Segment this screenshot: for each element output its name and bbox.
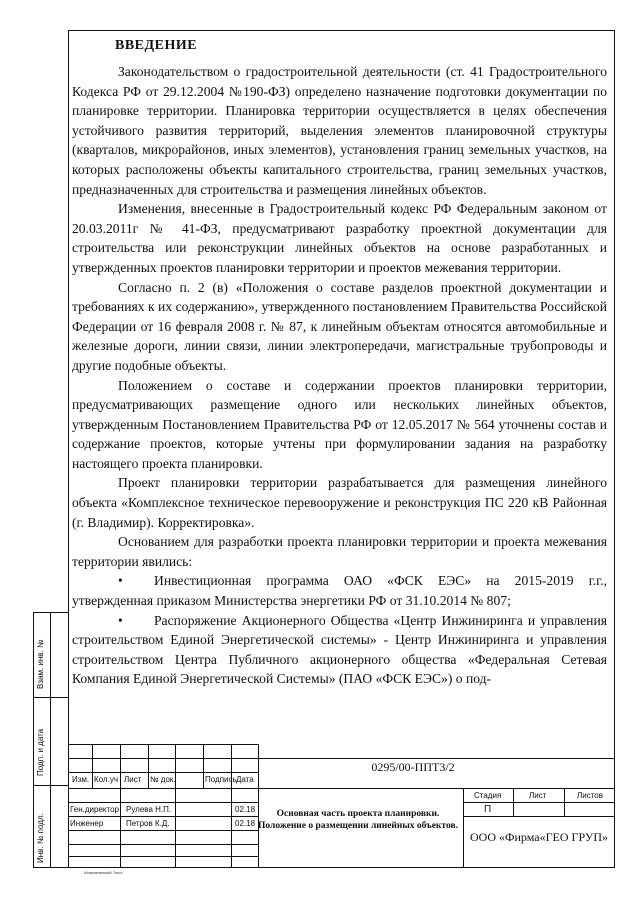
podp-data-label: Подп. и дата — [36, 728, 45, 776]
document-body — [72, 62, 607, 689]
title-block — [68, 744, 615, 868]
col-header: Изм. — [72, 775, 90, 784]
side-stamp-column — [33, 612, 69, 868]
bullet-text: Инвестиционная программа ОАО «ФСК ЕЭС» на 2015-2019 г.г., утвержденная приказом Министерства энергетики РФ от 31.10.2014 № 807; — [72, 573, 607, 609]
date-cell: 02.18 — [235, 805, 256, 814]
company-name: ООО «Фирма«ГЕО ГРУП» — [470, 830, 608, 844]
date-cell: 02.18 — [235, 819, 256, 828]
paragraph: Изменения, внесенные в Градостроительный кодекс РФ Федеральным законом от 20.03.2011г № 41-ФЗ, предусматривают разработку проектной документации для строительства или реконструкции линейных объектов на основе разработанных и утвержденных проектов планировки территории и проектов межевания территории. — [72, 201, 607, 275]
paragraph: Согласно п. 2 (в) «Положения о составе разделов проектной документации и требованиях к их содержанию», утвержденного постановлением Правительства Российской Федерации от 16 февраля 2008 г. № 87, к линейным объектам относятся автомобильные и железные дороги, линии связи, линии электропередачи, магистральные трубопроводы и другие подобные объекты. — [72, 279, 607, 373]
bullet-text: Распоряжение Акционерного Общества «Центр Инжиниринга и управления строительством Единой Энергетической системы» - Центр Инжиниринга и управления строительством Центра Публичного акционерного общества «Федеральная Сетевая Компания Единой Энергетической Системы» (ПАО «ФСК ЕЭС») о под- — [72, 612, 607, 687]
sheets-header: Листов — [577, 791, 603, 800]
inv-podl-label: Инв. № подл. — [36, 813, 45, 863]
paragraph: Законодательством о градостроительной деятельности (ст. 41 Градостроительного Кодекса РФ от 29.12.2004 №190-ФЗ) определено назначение подготовки документации по планировке территории. Планировка территории осуществляется в целях обеспечения устойчивого развития территорий, выделения элементов планировочной структуры (кварталов, микрорайонов, иных элементов), установления границ земельных участков, на которых расположены объекты капитального строительства, границ земельных участков, предназначенных для строительства и размещения линейных объектов. — [72, 64, 607, 197]
paragraph: Проект планировки территории разрабатывается для размещения линейного объекта «Комплексное техническое перевооружение и реконструкция ПС 220 кВ Районная (г. Владимир). Корректировка». — [72, 475, 607, 530]
bullet-item — [72, 611, 607, 689]
stage-value: П — [484, 804, 492, 815]
bullet-item — [72, 571, 607, 610]
stage-header: Стадия — [474, 791, 502, 800]
name-cell: Петров К.Д. — [126, 819, 170, 828]
col-header: Подпись — [205, 775, 237, 784]
document-code: 0295/00-ППТ3/2 — [371, 760, 455, 774]
col-header: Лист — [124, 775, 142, 784]
bullet-icon: • — [118, 573, 123, 589]
col-header: Дата — [236, 775, 254, 784]
document-title: Основная часть проекта планировки. Положение о размещении линейных объектов. — [258, 809, 458, 831]
sheet-header: Лист — [529, 791, 547, 800]
bullet-icon: • — [118, 612, 123, 628]
col-header: Кол.уч — [94, 775, 118, 784]
section-heading: ВВЕДЕНИЕ — [115, 38, 198, 53]
vzam-inv-label: Взам. инв. № — [36, 639, 45, 689]
paragraph: Основанием для разработки проекта планировки территории и проекта межевания территории явились: — [72, 534, 607, 569]
col-header: № док. — [150, 775, 176, 784]
footnote-text: Исправленный Текст — [84, 870, 123, 875]
paragraph: Положением о составе и содержании проектов планировки территории, предусматривающих размещение одного или нескольких линейных объектов, утвержденным Постановлением Правительства РФ от 12.05.2017 № 564 уточнены состав и содержание проектов, которые учтены при формулировании задания на разработку настоящего проекта планировки. — [72, 377, 607, 471]
role-cell: Ген.директор — [70, 805, 119, 814]
role-cell: Инженер — [70, 819, 104, 828]
name-cell: Рулева Н.П. — [126, 805, 172, 814]
